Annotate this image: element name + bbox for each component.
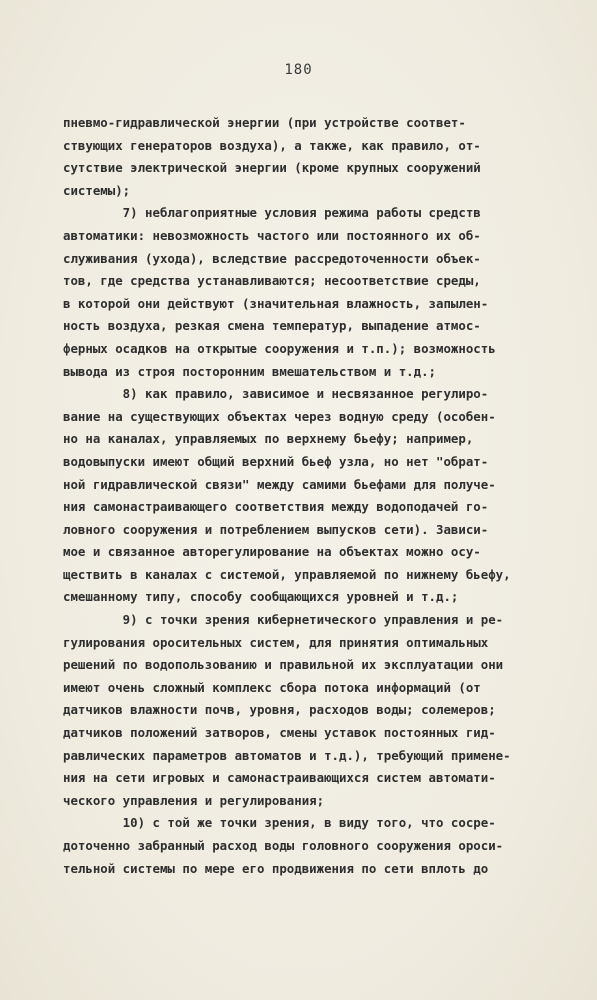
text-line: тов, где средства устанавливаются; несоответствие среды, [63,273,481,289]
text-line: системы); [63,182,131,198]
text-line: пневмо-гидравлической энергии (при устройстве соответ- [63,115,466,130]
text-line: решений по водопользованию и правильной их эксплуатации они [63,657,504,673]
text-line: доточенно забранный расход воды головного сооружения ороси- [63,838,504,853]
text-line: служивания (ухода), вследствие рассредоточенности объек- [63,250,481,266]
text-line: имеют очень сложный комплекс сбора потока информаций (от [63,679,481,695]
text-line: ществить в каналах с системой, управляемой по нижнему бьефу, [63,566,511,582]
text-line: автоматики: невозможность частого или постоянного их об- [63,227,481,243]
page-number: 180 [284,62,313,78]
text-line: смешанному типу, способу сообщающихся уровней и т.д.; [63,589,459,605]
text-line: мое и связанное авторегулирование на объектах можно осу- [63,544,481,560]
text-line: вывода из строя посторонним вмешательством и т.д.; [63,363,436,379]
text-line: равлических параметров автоматов и т.д.), требующий примене- [63,747,511,763]
text-line: 7) неблагоприятные условия режима работы средств [63,205,481,221]
text-line: сутствие электрической энергии (кроме крупных сооружений [63,160,481,176]
text-line: ность воздуха, резкая смена температур, выпадение атмос- [63,318,481,334]
text-line: ферных осадков на открытые сооружения и т.п.); возможность [63,340,496,356]
text-line: 9) с точки зрения кибернетического управления и ре- [63,612,504,628]
text-line: ловного сооружения и потреблением выпусков сети). Зависи- [63,521,489,537]
text-line: в которой они действуют (значительная влажность, запылен- [63,295,489,311]
text-line: ствующих генераторов воздуха), а также, как правило, от- [63,137,481,153]
text-line: ния на сети игровых и самонастраивающихся систем автомати- [63,770,496,786]
text-line: ния самонастраивающего соответствия между водоподачей го- [63,499,489,515]
text-line: гулирования оросительных систем, для принятия оптимальных [63,634,489,650]
text-line: датчиков положений затворов, смены уставок постоянных гид- [63,725,496,741]
text-line: вание на существующих объектах через водную среду (особен- [63,408,496,424]
text-line: датчиков влажности почв, уровня, расходов воды; солемеров; [63,702,496,718]
text-line: но на каналах, управляемых по верхнему бьефу; например, [63,431,474,447]
text-line: 10) с той же точки зрения, в виду того, что сосре- [63,815,496,831]
text-line: 8) как правило, зависимое и несвязанное регулиро- [63,386,489,402]
text-line: водовыпуски имеют общий верхний бьеф узла, но нет "обрат- [63,453,489,469]
body-text [63,112,573,880]
text-line: тельной системы по мере его продвижения по сети вплоть до [63,860,489,876]
text-line: ческого управления и регулирования; [63,792,325,808]
text-line: ной гидравлической связи" между самими бьефами для получе- [63,476,496,492]
